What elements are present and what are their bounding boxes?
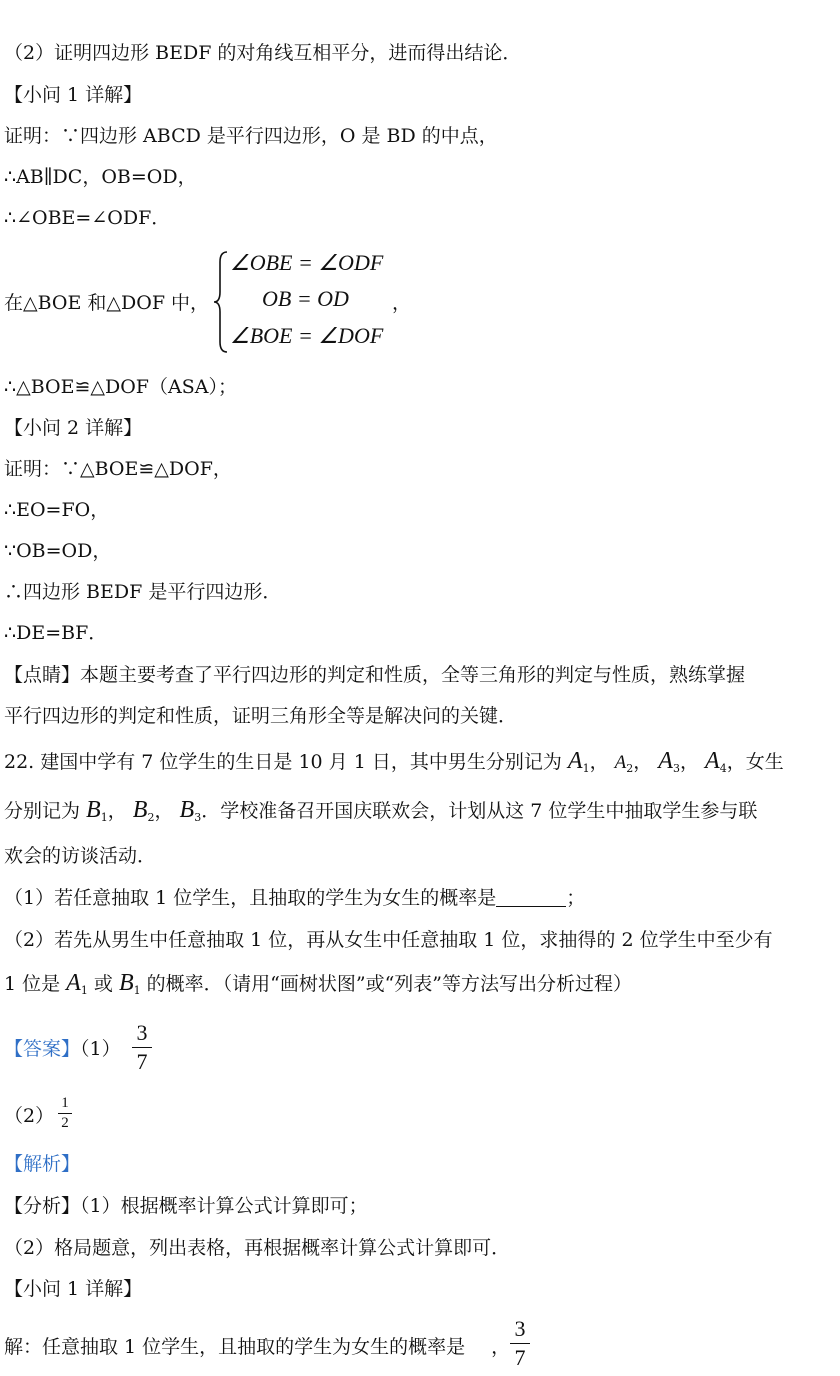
question-22-part2-cont: 1 位是 $A_1$ 或 $B_1$ 的概率．（请用“画树状图”或“列表”等方法写出分析过程） <box>4 970 633 997</box>
question-22-line-2: 分别记为 $B_1$， $B_2$， $B_3$．学校准备召开国庆联欢会，计划从这 7 位学生中抽取学生参与联 <box>4 797 758 824</box>
proof2-line-4: ∴四边形 BEDF 是平行四边形． <box>4 581 282 603</box>
fenxi-line-1: 【分析】（1）根据概率计算公式计算即可； <box>4 1195 368 1217</box>
answer-line-1: 【答案】（1） <box>4 1038 121 1060</box>
proof-conclusion-1: ∴△BOE≌△DOF（ASA）； <box>4 376 237 398</box>
system-comma: ， <box>392 292 412 314</box>
answer-tag: 【答案】 <box>4 1038 81 1060</box>
system-row-2: OB = OD <box>262 286 349 311</box>
jiexi-tag: 【解析】 <box>4 1153 81 1175</box>
fraction-answer-1: 3 7 <box>132 1020 152 1075</box>
proof2-line-1: 证明：∵△BOE≌△DOF， <box>4 458 232 480</box>
proof2-line-5: ∴DE=BF． <box>4 622 108 644</box>
system-prefix: 在△BOE 和△DOF 中， <box>4 292 210 314</box>
heading-sub1-second: 【小问 1 详解】 <box>4 1278 143 1300</box>
solution-line: 解：任意抽取 1 位学生，且抽取的学生为女生的概率是 ， <box>4 1336 511 1358</box>
proof-line-1: 证明：∵四边形 ABCD 是平行四边形，O 是 BD 的中点， <box>4 125 498 147</box>
line-part2-hint: （2）证明四边形 BEDF 的对角线互相平分，进而得出结论． <box>4 42 522 64</box>
answer-blank <box>496 888 566 907</box>
fenxi-line-2: （2）格局题意，列出表格，再根据概率计算公式计算即可． <box>4 1237 511 1259</box>
question-22-line-3: 欢会的访谈活动． <box>4 845 157 867</box>
left-brace <box>212 250 230 354</box>
question-22-part2: （2）若先从男生中任意抽取 1 位，再从女生中任意抽取 1 位，求抽得的 2 位学生中至少有 <box>4 929 773 951</box>
heading-sub1: 【小问 1 详解】 <box>4 84 143 106</box>
answer-line-2: （2） <box>4 1105 55 1127</box>
question-22-line-1: 22. 建国中学有 7 位学生的生日是 10 月 1 日，其中男生分别记为 $A_1$， $A_2$， $A_3$， $A_4$，女生 <box>4 748 784 775</box>
dianjing-line-2: 平行四边形的判定和性质，证明三角形全等是解决问的关键． <box>4 705 518 727</box>
fraction-solution: 3 7 <box>510 1316 530 1371</box>
proof2-line-2: ∴EO=FO， <box>4 499 110 521</box>
proof-line-3: ∴∠OBE=∠ODF． <box>4 207 171 229</box>
question-22-part1: （1）若任意抽取 1 位学生，且抽取的学生为女生的概率是 ； <box>4 887 586 909</box>
proof-line-2: ∴AB∥DC，OB=OD， <box>4 166 197 188</box>
system-row-3: ∠BOE = ∠DOF <box>230 323 384 348</box>
heading-sub2: 【小问 2 详解】 <box>4 417 143 439</box>
fraction-answer-2: 1 2 <box>58 1095 72 1132</box>
dianjing-line-1: 【点睛】本题主要考查了平行四边形的判定和性质，全等三角形的判定与性质，熟练掌握 <box>4 664 746 686</box>
system-row-1: ∠OBE = ∠ODF <box>230 250 384 275</box>
proof2-line-3: ∵OB=OD， <box>4 540 112 562</box>
